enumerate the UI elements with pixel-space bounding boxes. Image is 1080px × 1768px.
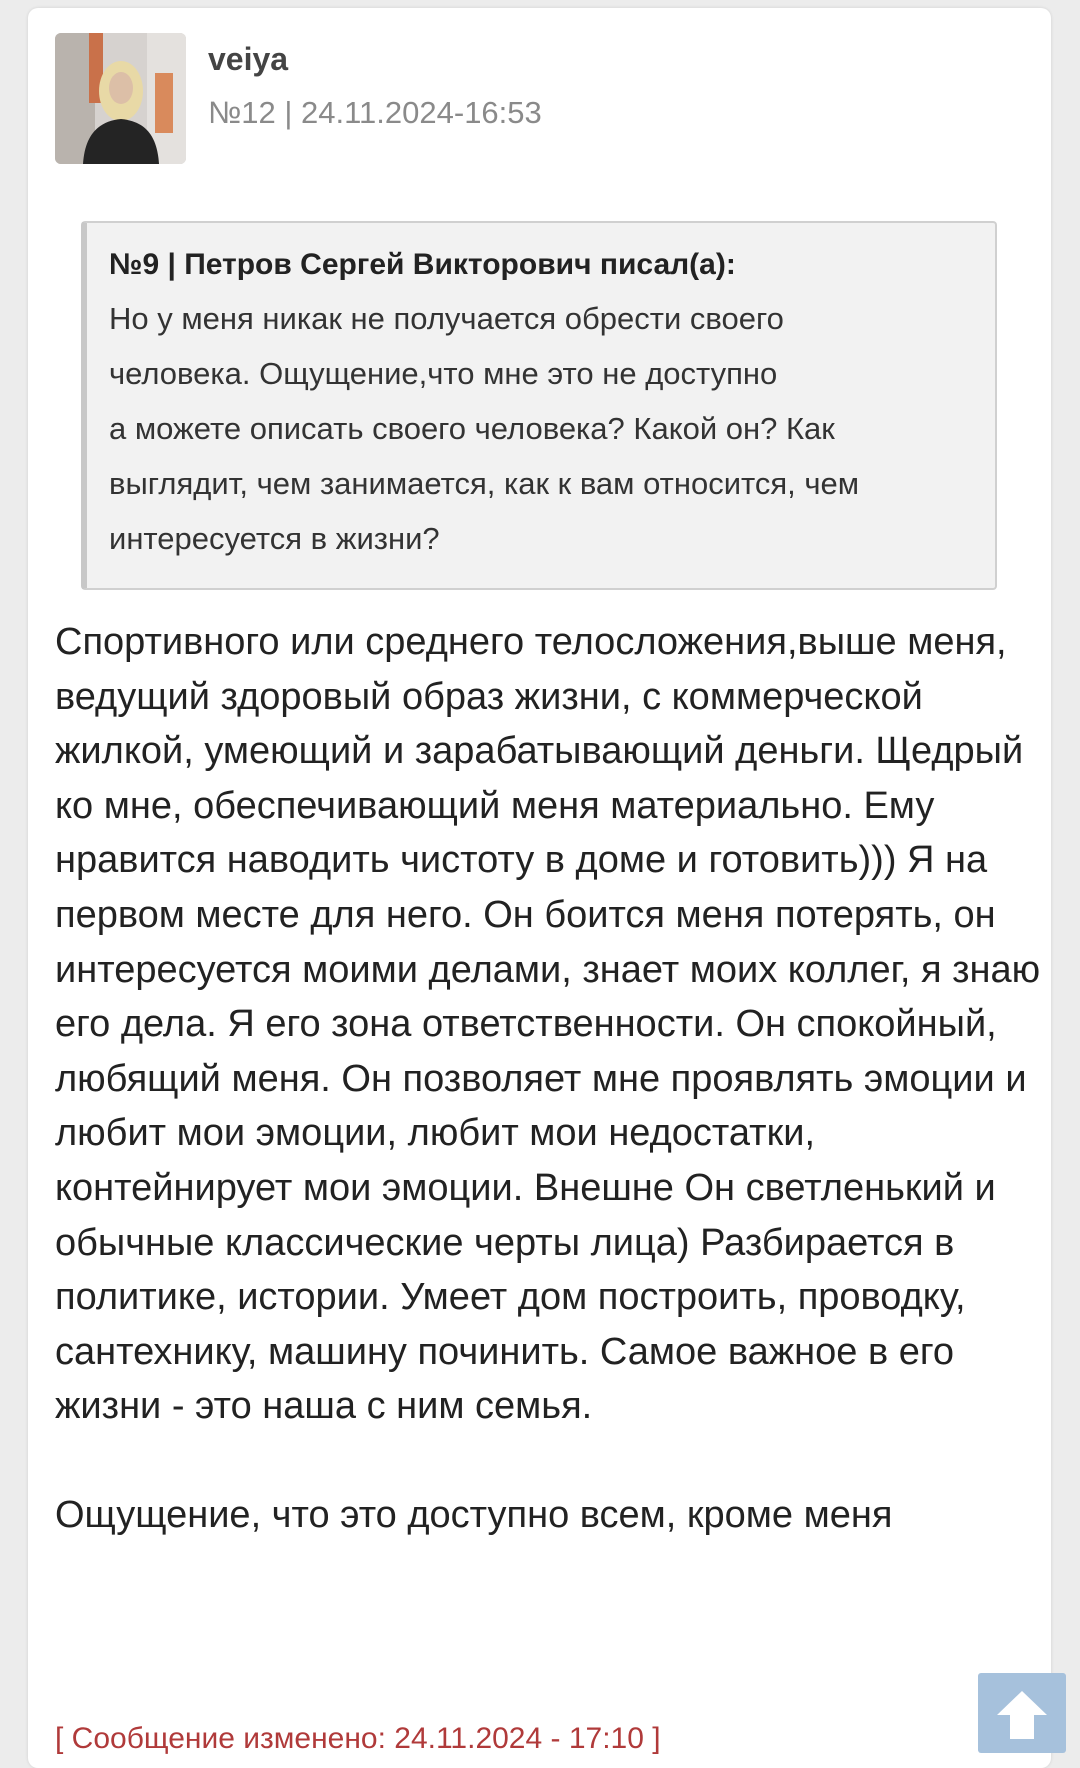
quote-title: №9 | Петров Сергей Викторович писал(а): [109, 248, 736, 281]
user-avatar[interactable] [55, 33, 186, 164]
edit-note: [ Сообщение изменено: 24.11.2024 - 17:10 ] [55, 1722, 661, 1755]
quote-line: интересуется в жизни? [109, 521, 440, 556]
quote-line: человека. Ощущение,что мне это не доступно [109, 356, 778, 391]
forum-post [28, 8, 1051, 1768]
post-paragraph: Ощущение, что это доступно всем, кроме меня [55, 1493, 893, 1536]
quote-text [109, 291, 975, 566]
quote-line: Но у меня никак не получается обрести своего [109, 301, 784, 336]
scroll-to-top-button[interactable] [978, 1673, 1066, 1753]
post-meta: №12 | 24.11.2024-16:53 [208, 95, 542, 130]
post-paragraph: Спортивного или среднего телосложения,выше меня, ведущий здоровый образ жизни, с коммерческой жилкой, умеющий и зарабатывающий деньги. Щедрый ко мне, обеспечивающий меня материально. Ему нравится наводить чистоту в доме и готовить))) Я на первом месте для него. Он боится меня потерять, он интересуется моими делами, знает моих коллег, я знаю его дела. Я его зона ответственности. Он спокойный, любящий меня. Он позволяет мне проявлять эмоции и любит мои эмоции, любит мои недостатки, контейнирует мои эмоции. Внешне Он светленький и обычные классические черты лица) Разбирается в политике, истории. Умеет дом построить, проводку, сантехнику, машину починить. Самое важное в его жизни - это наша с ним семья. [55, 621, 1041, 1428]
arrow-up-icon [995, 1689, 1049, 1741]
avatar-photo-icon [55, 33, 186, 164]
quote-block [81, 221, 997, 590]
post-body [55, 615, 1045, 1543]
quote-line: а можете описать своего человека? Какой он? Как [109, 411, 835, 446]
author-name[interactable]: veiya [208, 41, 289, 77]
quote-line: выглядит, чем занимается, как к вам относится, чем [109, 466, 860, 501]
